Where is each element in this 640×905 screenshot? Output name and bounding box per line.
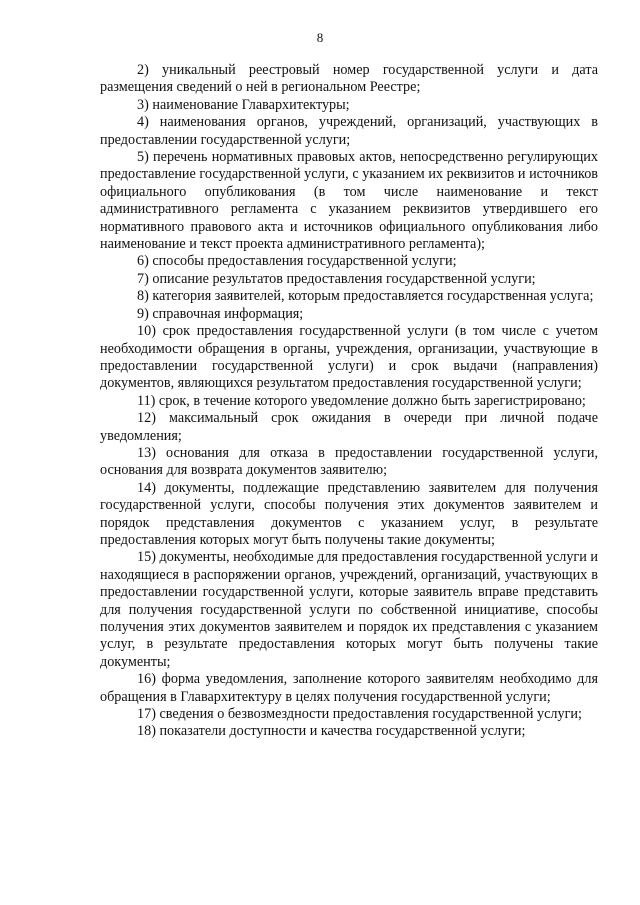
list-item-12: 12) максимальный срок ожидания в очереди при личной подаче уведомления;	[100, 410, 598, 444]
list-item-17: 17) сведения о безвозмездности предоставления государственной услуги;	[137, 706, 582, 723]
list-item-11: 11) срок, в течение которого уведомление должно быть зарегистрировано;	[137, 392, 586, 409]
list-item-9: 9) справочная информация;	[137, 305, 304, 322]
list-item-6: 6) способы предоставления государственной услуги;	[137, 253, 457, 270]
page-number: 8	[316, 30, 324, 45]
list-item-2: 2) уникальный реестровый номер государственной услуги и дата размещения сведений о ней в региональном Реестре;	[100, 62, 598, 96]
list-item-5: 5) перечень нормативных правовых актов, непосредственно регулирующих предоставление государственной услуги, с указанием их реквизитов и источников официального опубликования (в том числе наименование и текст административного регламента с указанием реквизитов утвердившего его нормативного правового акта и источников официального опубликования либо наименование и текст проекта административного регламента);	[100, 149, 598, 253]
document-body	[100, 62, 598, 741]
list-item-15: 15) документы, необходимые для предоставления государственной услуги и находящиеся в распоряжении органов, учреждений, организаций, участвующих в предоставлении государственной услуги, которые заявитель вправе представить для получения государственной услуги по собственной инициативе, способы получения этих документов заявителем и порядок их представления с указанием услуг, в результате предоставления которых могут быть получены такие документы;	[100, 549, 598, 670]
list-item-10: 10) срок предоставления государственной услуги (в том числе с учетом необходимости обращения в органы, учреждения, организации, участвующие в предоставлении государственной услуги) и срок выдачи (направления) документов, являющихся результатом предоставления государственной услуги;	[100, 323, 598, 392]
list-item-3: 3) наименование Главархитектуры;	[137, 96, 350, 113]
list-item-8: 8) категория заявителей, которым предоставляется государственная услуга;	[137, 288, 594, 305]
list-item-4: 4) наименования органов, учреждений, организаций, участвующих в предоставлении государственной услуги;	[100, 114, 598, 148]
list-item-16: 16) форма уведомления, заполнение которого заявителям необходимо для обращения в Главархитектуру в целях получения государственной услуги;	[100, 671, 598, 705]
list-item-13: 13) основания для отказа в предоставлении государственной услуги, основания для возврата документов заявителю;	[100, 444, 598, 479]
list-item-18: 18) показатели доступности и качества государственной услуги;	[137, 723, 526, 740]
list-item-7: 7) описание результатов предоставления государственной услуги;	[137, 270, 536, 287]
list-item-14: 14) документы, подлежащие представлению заявителем для получения государственной услуги, способы получения этих документов заявителем и порядок представления документов с указанием услуг, в результате предоставления которых могут быть получены такие документы;	[100, 479, 598, 548]
